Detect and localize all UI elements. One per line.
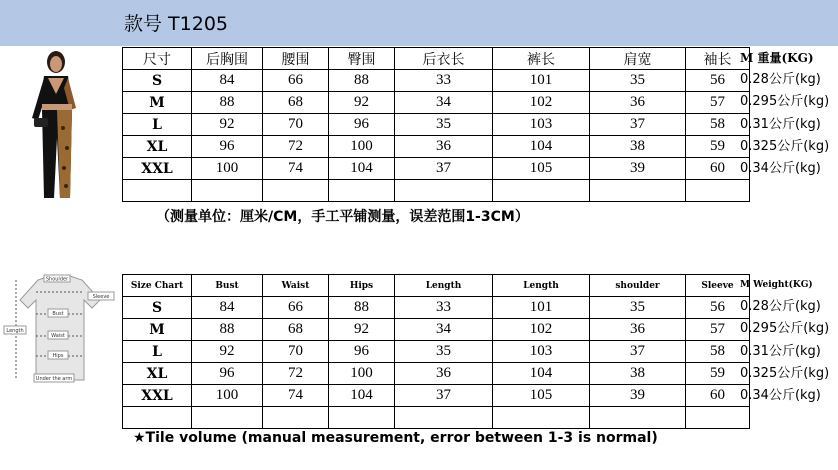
table-cell: 84 <box>192 297 263 319</box>
weight-value: 0.28公斤(kg) <box>740 72 821 88</box>
table-cell: 92 <box>192 341 263 363</box>
size-cell: L <box>123 114 192 136</box>
size-cell: L <box>123 341 192 363</box>
table-cell: 37 <box>590 341 686 363</box>
table-cell: 104 <box>329 158 395 180</box>
table-cell: 88 <box>329 70 395 92</box>
header-cell: 袖长 <box>686 48 750 70</box>
table-cell: 101 <box>493 70 590 92</box>
table-row <box>123 363 750 385</box>
table-row <box>123 319 750 341</box>
table-cell: 92 <box>329 319 395 341</box>
size-cell: S <box>123 297 192 319</box>
diagram-label-sleeve: Sleeve <box>92 294 110 300</box>
table-cell <box>686 180 750 202</box>
diagram-label-bust: Bust <box>52 311 64 317</box>
table-cell: 102 <box>493 92 590 114</box>
table-cell: 100 <box>192 385 263 407</box>
table-cell: 72 <box>263 136 329 158</box>
table-cell: 36 <box>395 363 493 385</box>
weight-column-chinese <box>740 47 838 180</box>
table-cell: 105 <box>493 385 590 407</box>
table-cell <box>395 407 493 429</box>
table-cell: 56 <box>686 70 750 92</box>
table-cell <box>590 407 686 429</box>
table-cell: 72 <box>263 363 329 385</box>
table-row <box>123 341 750 363</box>
table-cell: 66 <box>263 70 329 92</box>
diagram-label-hips: Hips <box>52 353 64 359</box>
header-cell: Waist <box>263 275 329 297</box>
table-cell: 57 <box>686 92 750 114</box>
table-cell: 101 <box>493 297 590 319</box>
table-cell: 36 <box>590 319 686 341</box>
weight-value: 0.34公斤(kg) <box>740 160 821 176</box>
measurement-note-english: ★Tile volume (manual measurement, error between 1-3 is normal) <box>133 430 658 446</box>
table-cell: 96 <box>192 363 263 385</box>
table-row <box>123 297 750 319</box>
table-cell: 70 <box>263 114 329 136</box>
table-cell: 39 <box>590 158 686 180</box>
table-cell: 92 <box>192 114 263 136</box>
table-cell <box>493 407 590 429</box>
table-cell <box>395 180 493 202</box>
header-cell: 肩宽 <box>590 48 686 70</box>
table-cell: 96 <box>329 341 395 363</box>
measurement-diagram <box>0 270 120 395</box>
table-cell: 103 <box>493 114 590 136</box>
size-cell: XXL <box>123 385 192 407</box>
table-cell: 68 <box>263 319 329 341</box>
table-cell: 84 <box>192 70 263 92</box>
table-cell: 100 <box>329 136 395 158</box>
table-cell <box>192 180 263 202</box>
size-cell: XL <box>123 363 192 385</box>
table-cell <box>590 180 686 202</box>
weight-value: 0.295公斤(kg) <box>740 321 830 337</box>
table-cell: 68 <box>263 92 329 114</box>
table-cell: 37 <box>590 114 686 136</box>
table-cell: 92 <box>329 92 395 114</box>
table-row-empty <box>123 407 750 429</box>
table-cell: 56 <box>686 297 750 319</box>
table-cell: 59 <box>686 136 750 158</box>
weight-value: 0.31公斤(kg) <box>740 343 821 359</box>
size-cell: M <box>123 319 192 341</box>
table-cell: 88 <box>192 92 263 114</box>
header-cell: Bust <box>192 275 263 297</box>
table-cell: 58 <box>686 114 750 136</box>
table-cell: 38 <box>590 136 686 158</box>
table-cell <box>123 180 192 202</box>
header-cell: Length <box>395 275 493 297</box>
table-row <box>123 70 750 92</box>
table-cell: 59 <box>686 363 750 385</box>
table-cell: 38 <box>590 363 686 385</box>
page-title: 款号 T1205 <box>124 13 228 35</box>
weight-value: 0.28公斤(kg) <box>740 299 821 315</box>
table-cell: 35 <box>590 70 686 92</box>
table-cell <box>686 407 750 429</box>
table-cell <box>263 180 329 202</box>
table-cell: 104 <box>493 363 590 385</box>
table-cell: 102 <box>493 319 590 341</box>
table-cell: 35 <box>395 114 493 136</box>
weight-column-english <box>740 274 838 407</box>
table-cell: 74 <box>263 385 329 407</box>
table-cell: 39 <box>590 385 686 407</box>
size-table-chinese <box>122 47 750 202</box>
header-cell: shoulder <box>590 275 686 297</box>
table-cell: 66 <box>263 297 329 319</box>
table-cell: 57 <box>686 319 750 341</box>
size-cell: S <box>123 70 192 92</box>
table-cell: 70 <box>263 341 329 363</box>
table-cell: 100 <box>329 363 395 385</box>
table-cell <box>493 180 590 202</box>
header-cell: 臀围 <box>329 48 395 70</box>
table-cell: 103 <box>493 341 590 363</box>
header-cell: 后衣长 <box>395 48 493 70</box>
header-cell: Sleeve <box>686 275 750 297</box>
table-cell: 104 <box>493 136 590 158</box>
table-cell: 88 <box>329 297 395 319</box>
weight-value: 0.31公斤(kg) <box>740 116 821 132</box>
size-cell: XXL <box>123 158 192 180</box>
header-cell: 尺寸 <box>123 48 192 70</box>
table-cell: 33 <box>395 70 493 92</box>
table-row <box>123 114 750 136</box>
table-cell <box>329 407 395 429</box>
diagram-label-length: Length <box>6 328 24 334</box>
weight-value: 0.295公斤(kg) <box>740 94 830 110</box>
size-cell: XL <box>123 136 192 158</box>
header-cell: 后胸围 <box>192 48 263 70</box>
header-cell: Length <box>493 275 590 297</box>
table-cell: 104 <box>329 385 395 407</box>
table-cell: 36 <box>395 136 493 158</box>
table-cell: 105 <box>493 158 590 180</box>
table-cell: 58 <box>686 341 750 363</box>
product-photo <box>0 48 120 208</box>
measurement-note-chinese: （测量单位：厘米/CM，手工平铺测量，误差范围1-3CM） <box>156 209 529 225</box>
table-cell: 35 <box>590 297 686 319</box>
table-cell: 88 <box>192 319 263 341</box>
table-cell: 37 <box>395 158 493 180</box>
table-row <box>123 385 750 407</box>
table-cell: 60 <box>686 385 750 407</box>
table-cell <box>192 407 263 429</box>
table-cell: 100 <box>192 158 263 180</box>
table-cell: 60 <box>686 158 750 180</box>
table-cell: 36 <box>590 92 686 114</box>
table-row-empty <box>123 180 750 202</box>
table-row <box>123 136 750 158</box>
table-cell: 35 <box>395 341 493 363</box>
table-cell: 34 <box>395 92 493 114</box>
table-cell <box>263 407 329 429</box>
table-cell: 34 <box>395 319 493 341</box>
diagram-label-hem: Under the arm <box>35 376 73 382</box>
weight-header: M Weight(KG) <box>740 280 813 290</box>
weight-value: 0.325公斤(kg) <box>740 365 830 381</box>
title-banner <box>0 0 838 46</box>
header-cell: Size Chart <box>123 275 192 297</box>
weight-value: 0.325公斤(kg) <box>740 138 830 154</box>
table-row <box>123 158 750 180</box>
table-cell <box>123 407 192 429</box>
table-cell: 96 <box>192 136 263 158</box>
header-cell: Hips <box>329 275 395 297</box>
size-table-english <box>122 274 750 429</box>
weight-header: M 重量(KG) <box>740 51 814 65</box>
table-row <box>123 92 750 114</box>
header-cell: 裤长 <box>493 48 590 70</box>
table-cell: 74 <box>263 158 329 180</box>
table-cell <box>329 180 395 202</box>
weight-value: 0.34公斤(kg) <box>740 387 821 403</box>
table-header-row <box>123 275 750 297</box>
table-cell: 33 <box>395 297 493 319</box>
diagram-label-waist: Waist <box>51 333 65 339</box>
diagram-label-shoulder: Shoulder <box>45 276 69 283</box>
table-cell: 96 <box>329 114 395 136</box>
header-cell: 腰围 <box>263 48 329 70</box>
table-header-row <box>123 48 750 70</box>
size-cell: M <box>123 92 192 114</box>
table-cell: 37 <box>395 385 493 407</box>
